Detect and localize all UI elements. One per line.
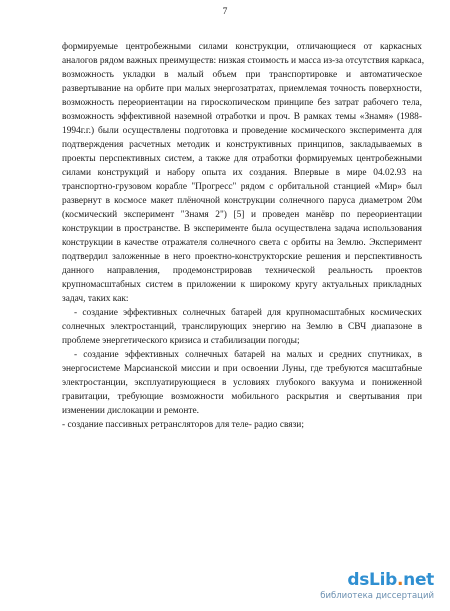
text-line: подтверждения расчетных методик и конструктивных принципов, закладываемых в [62, 140, 422, 150]
body-text [62, 40, 425, 432]
watermark-logo-text [347, 571, 434, 589]
text-line: изменении дислокации и ремонте. [62, 406, 199, 416]
text-line: аналогов рядом важных преимуществ: низкая стоимость и масса из-за отсутствия каркаса, [62, 56, 425, 66]
text-line: возможность переориентации на гироскопическом принципе без затрат рабочего тела, [62, 98, 422, 108]
text-line: - создание пассивных ретрансляторов для теле- радио связи; [62, 420, 304, 430]
text-line: - создание эффективных солнечных батарей на малых и средних спутниках, в [74, 350, 422, 360]
text-line: возможность эффективной наземной отработки и проч. В рамках темы «Знамя» (1988- [62, 112, 422, 122]
text-line: конструкции в качестве отражателя солнечного света с орбиты на Землю. Эксперимент [62, 238, 422, 248]
watermark-logo-main: dsLib [347, 570, 397, 590]
text-line: гравитации, требующие возможности мобильного раскрытия и свертывания при [62, 392, 422, 402]
text-line: энергосистеме Марсианской миссии и при освоении Луны, где требуются масштабные [62, 364, 422, 374]
text-line: 1994г.г.) были осуществлены подготовка и проведение космического эксперимента для [62, 126, 422, 136]
text-line: крупномасштабных систем в приложении к широкому кругу актуальных прикладных [62, 280, 422, 290]
watermark-logo [294, 571, 434, 605]
text-line: проекты перспективных систем, а также для отработки формируемых центробежными [62, 154, 422, 164]
text-line: - создание эффективных солнечных батарей для крупномасштабных космических [74, 308, 422, 318]
text-line: солнечных электростанций, транслирующих энергию на Землю в СВЧ диапазоне в [62, 322, 422, 332]
text-line: конструкции в пространстве. В эксперименте была осуществлена задача использования [62, 224, 422, 234]
text-line: возможность укладки в малый объем при транспортировке и автоматическое [62, 70, 422, 80]
watermark-logo-dot: . [396, 570, 404, 590]
text-line: силами конструкций и набору опыта их создания. Впервые в мире 04.02.93 на [62, 168, 422, 178]
text-line: подтвердил заложенные в него проектно-конструкторские решения и перспективность [62, 252, 422, 262]
watermark-logo-tld: net [403, 570, 434, 590]
text-line: транспортно-грузовом корабле "Прогресс" рядом с орбитальной станцией «Мир» был [62, 182, 422, 192]
text-line: электростанции, эксплуатирующиеся в условиях глубокого вакуума и пониженной [62, 378, 422, 388]
text-line: развернут в космосе макет плёночной конструкции солнечного паруса диаметром 20м [62, 196, 422, 206]
text-line: задач, таких как: [62, 294, 129, 304]
text-line: развертывание на орбите при малых энергозатратах, приемлемая точность поверхности, [62, 84, 422, 94]
text-line: данного направления, продемонстрировав технической реальность проектов [62, 266, 422, 276]
page-number: 7 [222, 7, 228, 17]
text-line: проблеме энергетического кризиса и стабилизации погоды; [62, 336, 300, 346]
text-line: формируемые центробежными силами конструкции, отличающиеся от каркасных [62, 42, 422, 52]
text-line: (космический эксперимент "Знамя 2") [5] и проведен манёвр по переориентации [62, 210, 422, 220]
watermark-subtitle: библиотека диссертаций [320, 591, 434, 601]
